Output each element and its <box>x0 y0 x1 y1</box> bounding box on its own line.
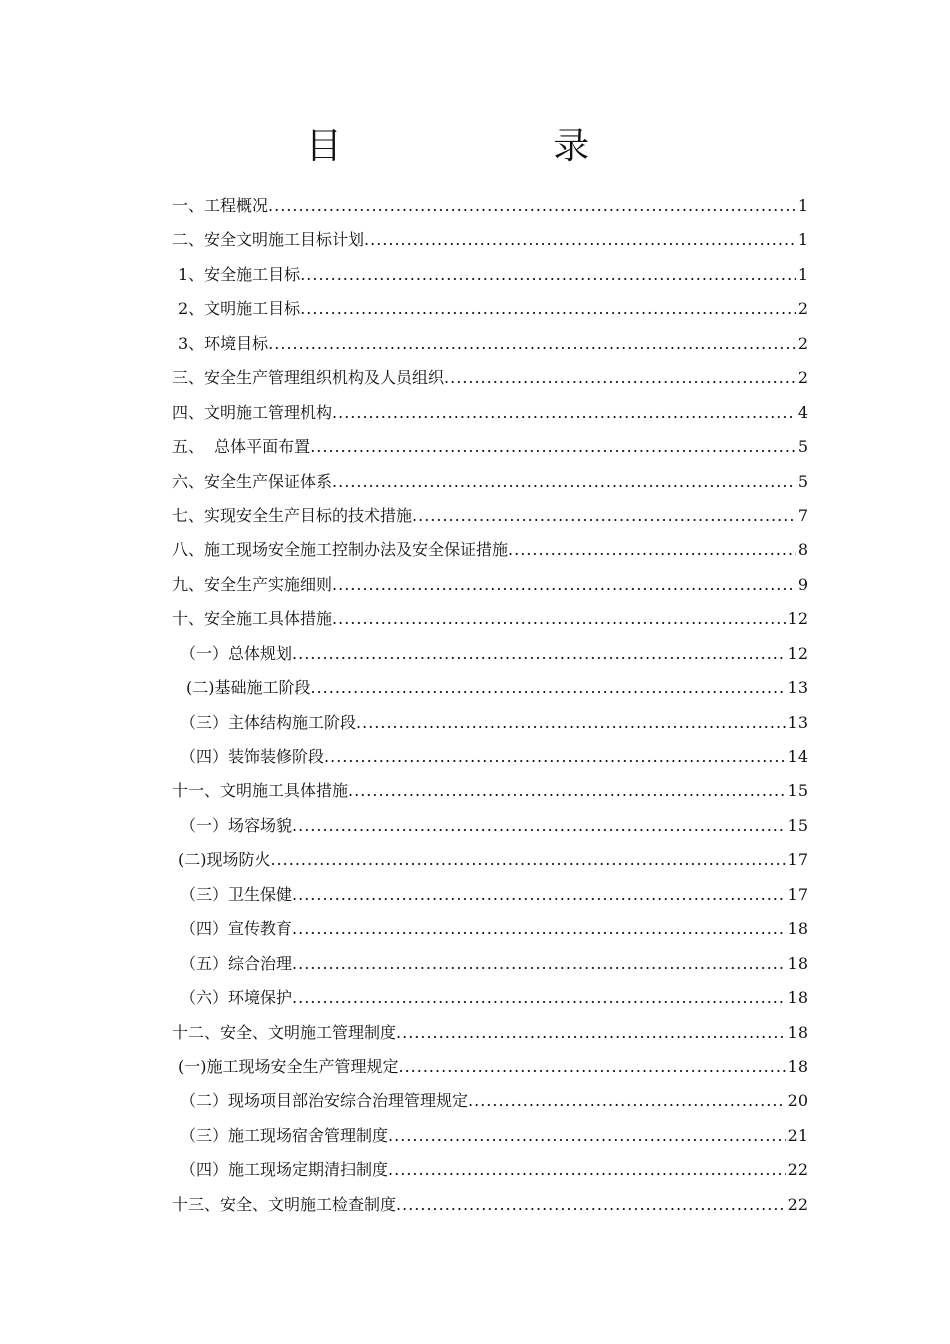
toc-dot-leader <box>271 843 786 877</box>
toc-entry[interactable] <box>172 1050 808 1084</box>
toc-page-number: 4 <box>797 402 808 422</box>
toc-entry[interactable] <box>172 912 808 946</box>
toc-dot-leader <box>292 981 786 1015</box>
toc-dot-leader <box>468 1084 786 1118</box>
toc-page-number: 15 <box>787 815 808 835</box>
toc-page-number: 22 <box>787 1194 808 1214</box>
toc-entry-label: 十一、文明施工具体措施 <box>172 781 349 801</box>
toc-entry-label: 七、实现安全生产目标的技术措施 <box>172 505 413 525</box>
toc-dot-leader <box>444 361 796 395</box>
toc-dot-leader <box>311 671 786 705</box>
toc-dot-leader <box>268 327 796 361</box>
toc-entry[interactable] <box>172 706 808 740</box>
toc-dot-leader <box>388 1153 786 1187</box>
toc-page-number: 1 <box>797 230 808 250</box>
toc-dot-leader <box>332 465 796 499</box>
toc-page-number: 13 <box>787 712 808 732</box>
toc-entry-label: （三）主体结构施工阶段 <box>180 712 357 732</box>
toc-entry[interactable] <box>172 533 808 567</box>
toc-page-number: 5 <box>797 471 808 491</box>
toc-entry-label: 三、安全生产管理组织机构及人员组织 <box>172 368 445 388</box>
toc-page-number: 12 <box>787 609 808 629</box>
toc-entry-label: （四）施工现场定期清扫制度 <box>180 1160 389 1180</box>
toc-entry[interactable] <box>172 602 808 636</box>
toc-entry-label: 十三、安全、文明施工检查制度 <box>172 1194 397 1214</box>
toc-entry-label: （三）卫生保健 <box>180 884 293 904</box>
toc-entry[interactable] <box>172 981 808 1015</box>
toc-page-number: 2 <box>797 333 808 353</box>
toc-entry-label: 二、安全文明施工目标计划 <box>172 230 365 250</box>
toc-page-number: 18 <box>787 919 808 939</box>
toc-entry[interactable] <box>172 947 808 981</box>
toc-dot-leader <box>332 602 786 636</box>
toc-entry[interactable] <box>172 878 808 912</box>
toc-dot-leader <box>356 706 786 740</box>
toc-dot-leader <box>508 533 796 567</box>
toc-page-number: 1 <box>797 264 808 284</box>
toc-entry[interactable] <box>172 568 808 602</box>
toc-entry-label: （四）装饰装修阶段 <box>180 747 325 766</box>
toc-page-number: 9 <box>797 574 808 594</box>
toc-entry-label: 四、文明施工管理机构 <box>172 402 333 422</box>
toc-dot-leader <box>268 189 796 223</box>
toc-entry[interactable] <box>172 430 808 464</box>
toc-entry-label: 八、施工现场安全施工控制办法及安全保证措施 <box>172 540 509 560</box>
toc-page-number: 2 <box>797 299 808 319</box>
toc-page-number: 7 <box>797 505 808 525</box>
toc-entry[interactable] <box>172 361 808 395</box>
toc-dot-leader <box>399 1050 786 1084</box>
toc-entry-label: （五）综合治理 <box>180 953 293 973</box>
toc-page-number: 21 <box>787 1125 808 1145</box>
toc-entry[interactable] <box>172 499 808 533</box>
toc-dot-leader <box>310 430 796 464</box>
toc-dot-leader <box>332 568 796 602</box>
toc-dot-leader <box>292 947 786 981</box>
toc-entry[interactable] <box>172 843 808 877</box>
toc-page-number: 1 <box>797 196 808 215</box>
toc-entry-label: （二）现场项目部治安综合治理管理规定 <box>180 1091 469 1111</box>
toc-entry-label: （三）施工现场宿舍管理制度 <box>180 1125 389 1145</box>
toc-entry[interactable] <box>172 1084 808 1118</box>
toc-page-number: 8 <box>797 540 808 560</box>
toc-dot-leader <box>332 396 796 430</box>
toc-entry-label: 一、工程概况 <box>172 196 269 215</box>
toc-page-number: 13 <box>787 678 808 698</box>
toc-entry-label: （四）宣传教育 <box>180 919 293 939</box>
toc-page-number: 5 <box>797 437 808 457</box>
toc-page-number: 12 <box>787 643 808 663</box>
toc-page-number: 14 <box>787 747 808 766</box>
toc-entry[interactable] <box>172 1153 808 1187</box>
toc-dot-leader <box>396 1016 786 1050</box>
toc-entry[interactable] <box>172 258 808 292</box>
toc-page-number: 17 <box>787 850 808 870</box>
toc-entry[interactable] <box>172 327 808 361</box>
toc-dot-leader <box>300 258 796 292</box>
toc-entry-label: (二)基础施工阶段 <box>186 678 311 698</box>
toc-entry[interactable] <box>172 809 808 843</box>
toc-entry[interactable] <box>172 1119 808 1153</box>
toc-dot-leader <box>364 223 796 257</box>
toc-entry-label: 十、安全施工具体措施 <box>172 609 333 629</box>
toc-dot-leader <box>412 499 796 533</box>
toc-entry-label: （一）总体规划 <box>180 643 293 663</box>
toc-entry-label: 1、安全施工目标 <box>178 264 301 284</box>
toc-entry[interactable] <box>172 671 808 705</box>
toc-page-number: 15 <box>787 781 808 801</box>
toc-entry-label: 2、文明施工目标 <box>178 299 301 319</box>
toc-dot-leader <box>292 912 786 946</box>
toc-page-number: 2 <box>797 368 808 388</box>
toc-entry[interactable] <box>172 396 808 430</box>
toc-page-number: 20 <box>787 1091 808 1111</box>
toc-page-number: 18 <box>787 1022 808 1042</box>
toc-page-number: 17 <box>787 884 808 904</box>
toc-dot-leader <box>292 637 786 671</box>
toc-entry-label: 九、安全生产实施细则 <box>172 574 333 594</box>
toc-dot-leader <box>292 878 786 912</box>
toc-entry[interactable] <box>172 189 808 223</box>
toc-page-number: 22 <box>787 1160 808 1180</box>
toc-entry-label: 十二、安全、文明施工管理制度 <box>172 1022 397 1042</box>
toc-dot-leader <box>388 1119 786 1153</box>
toc-dot-leader <box>292 809 786 843</box>
toc-entry[interactable] <box>172 465 808 499</box>
toc-entry[interactable] <box>172 1188 808 1222</box>
toc-page-number: 18 <box>787 953 808 973</box>
toc-entry[interactable] <box>172 740 808 774</box>
toc-dot-leader <box>348 774 786 808</box>
page-title: 目 录 <box>305 126 690 167</box>
toc-page-number: 18 <box>787 1056 808 1076</box>
toc-dot-leader <box>396 1188 786 1222</box>
toc-entry[interactable] <box>172 637 808 671</box>
toc-entry[interactable] <box>172 223 808 257</box>
toc-entry-label: 六、安全生产保证体系 <box>172 471 333 491</box>
toc-dot-leader <box>300 292 796 326</box>
toc-entry[interactable] <box>172 774 808 808</box>
toc-dot-leader <box>324 740 786 774</box>
toc-entry-label: (二)现场防火 <box>178 850 271 870</box>
toc-entry-label: 五、 总体平面布置 <box>172 437 311 457</box>
toc-entry-label: 3、环境目标 <box>178 333 269 353</box>
table-of-contents <box>172 189 808 1222</box>
toc-page-number: 18 <box>787 988 808 1008</box>
toc-entry-label: (一)施工现场安全生产管理规定 <box>178 1056 399 1076</box>
toc-entry-label: （一）场容场貌 <box>180 815 293 835</box>
toc-entry[interactable] <box>172 292 808 326</box>
toc-entry-label: （六）环境保护 <box>180 988 293 1008</box>
toc-entry[interactable] <box>172 1016 808 1050</box>
